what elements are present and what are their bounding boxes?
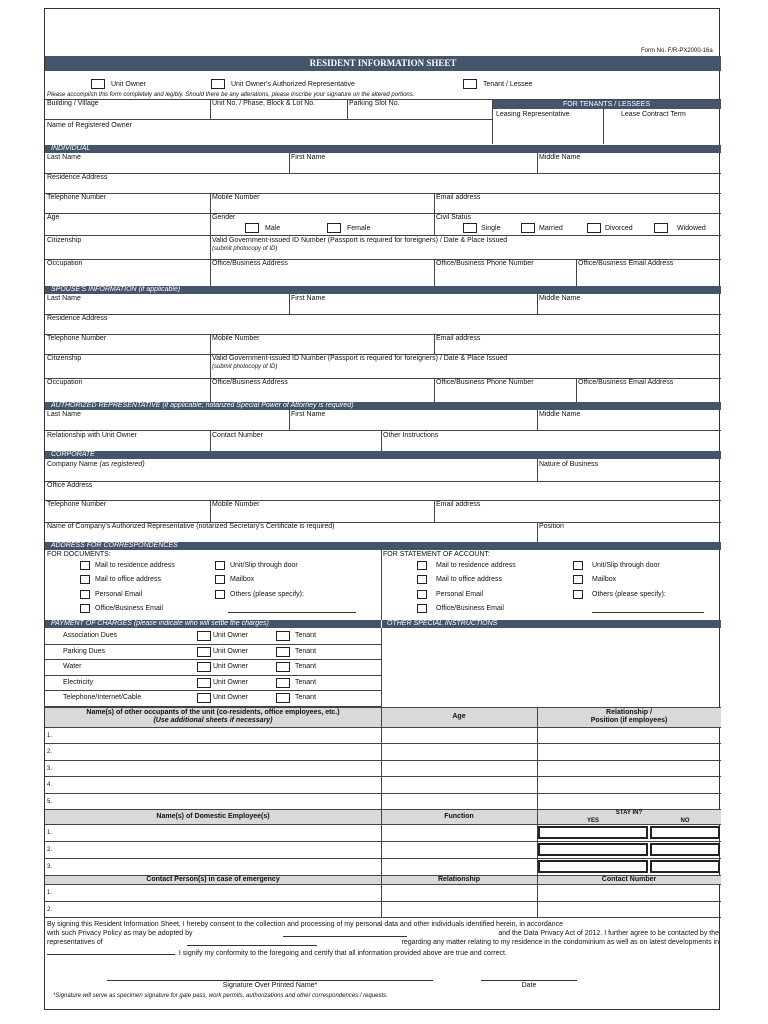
spouse-last-name: Last Name — [47, 295, 81, 302]
single-label: Single — [481, 225, 501, 232]
charge-tenant-checkbox[interactable] — [276, 662, 290, 672]
authorized-rep-checkbox[interactable] — [211, 79, 225, 89]
form-number: Form No. F/R-PX2000-16a — [641, 48, 713, 54]
spouse-photocopy-note: (submit photocopy of ID) — [212, 364, 278, 370]
docs-mailbox-checkbox[interactable] — [215, 575, 225, 584]
company-blank-2[interactable] — [187, 939, 317, 946]
resident-information-sheet — [44, 8, 720, 1010]
charge-item-label: Parking Dues — [63, 647, 106, 655]
charge-tenant-label: Tenant — [295, 632, 317, 639]
tenants-header: FOR TENANTS / LESSEES — [492, 100, 721, 109]
occupants-rel-subheader: Position (if employees) — [590, 717, 668, 724]
occupant-row-line — [45, 743, 721, 744]
soa-mail-residence-label: Mail to residence address — [436, 562, 516, 569]
married-label: Married — [539, 225, 563, 232]
instructions-text: Please accomplish this form completely and legibly. Should there be any alterations, please inscribe your signature on the altered portions. — [47, 92, 415, 98]
signature-label: Signature Over Printed Name* — [222, 982, 318, 989]
widowed-checkbox[interactable] — [654, 223, 668, 233]
charge-unit-owner-label: Unit Owner — [213, 632, 249, 639]
consent-line-2: with such Privacy Policy as may be adopted by and the Data Privacy Act of 2012. I further agree to be contacted by the — [47, 930, 719, 937]
charge-unit-owner-label: Unit Owner — [213, 663, 249, 671]
single-checkbox[interactable] — [463, 223, 477, 233]
charge-tenant-checkbox[interactable] — [276, 693, 290, 703]
stay-in-no-box[interactable] — [650, 843, 720, 856]
authrep-header: AUTHORIZED REPRESENTATIVE (if applicable; notarized Special Power of Attorney is required) — [45, 402, 721, 410]
docs-mail-residence-label: Mail to residence address — [95, 562, 175, 569]
company-blank-3[interactable] — [47, 948, 175, 955]
soa-personal-email-label: Personal Email — [436, 591, 484, 598]
widowed-label: Widowed — [677, 225, 706, 232]
company-blank-1[interactable] — [283, 930, 407, 937]
soa-unit-slip-label: Unit/Slip through door — [592, 562, 660, 569]
female-checkbox[interactable] — [327, 223, 341, 233]
emergency-row-line — [45, 884, 721, 885]
occupant-row-line — [45, 776, 721, 777]
charge-unit-owner-checkbox[interactable] — [197, 678, 211, 688]
spouse-email: Email address — [436, 335, 481, 342]
domestic-row-line — [45, 841, 721, 842]
soa-label: FOR STATEMENT OF ACCOUNT: — [383, 551, 490, 558]
spouse-office-address: Office/Business Address — [212, 379, 288, 386]
occupant-row-line — [45, 727, 721, 728]
married-checkbox[interactable] — [521, 223, 535, 233]
charge-tenant-checkbox[interactable] — [276, 678, 290, 688]
docs-unit-slip-checkbox[interactable] — [215, 561, 225, 570]
consent-line-1: By signing this Resident Information Sheet, I hereby consent to the collection and processing of my personal data and other individuals identified herein, in accordance — [47, 921, 563, 928]
soa-others-label: Others (please specify): — [592, 591, 666, 598]
individual-valid-id: Valid Government-issued ID Number (Passport is required for foreigners) / Date & Place Issued — [212, 237, 508, 244]
female-label: Female — [347, 225, 371, 232]
spouse-middle-name: Middle Name — [539, 295, 581, 302]
charge-tenant-checkbox[interactable] — [276, 631, 290, 641]
individual-occupation: Occupation — [47, 260, 83, 267]
charge-unit-owner-label: Unit Owner — [213, 678, 249, 686]
corporate-telephone: Telephone Number — [47, 501, 107, 508]
emergency-contact-header: Contact Number — [601, 876, 657, 883]
occupants-subheader: (Use additional sheets if necessary) — [153, 717, 273, 724]
unit-owner-label: Unit Owner — [111, 81, 147, 88]
company-auth-rep: Name of Company's Authorized Representative (notarized Secretary's Certificate is required) — [47, 523, 335, 530]
occupant-row-number: 3. — [47, 765, 53, 772]
individual-age: Age — [47, 214, 60, 221]
charge-unit-owner-label: Unit Owner — [213, 694, 249, 702]
charge-tenant-label: Tenant — [295, 663, 317, 671]
corporate-office-address: Office Address — [47, 482, 93, 489]
consent-line-4: . I signify my conformity to the foregoing and certify that all information provided above are true and correct. — [47, 948, 507, 958]
individual-office-address: Office/Business Address — [212, 260, 288, 267]
docs-unit-slip-label: Unit/Slip through door — [230, 562, 298, 569]
unit-owner-checkbox[interactable] — [91, 79, 105, 89]
spouse-office-phone: Office/Business Phone Number — [436, 379, 534, 386]
date-line[interactable] — [481, 980, 577, 981]
emergency-row-line — [45, 901, 721, 902]
individual-last-name: Last Name — [47, 154, 81, 161]
occupants-age-header: Age — [452, 713, 466, 720]
domestic-row-number: 3. — [47, 864, 53, 870]
individual-mobile: Mobile Number — [212, 194, 260, 201]
date-label: Date — [521, 982, 537, 989]
company-position: Position — [539, 523, 564, 530]
occupant-row-number: 4. — [47, 782, 53, 789]
spouse-valid-id: Valid Government-issued ID Number (Passport is required for foreigners) / Date & Place Issued — [212, 355, 508, 362]
divorced-checkbox[interactable] — [587, 223, 601, 233]
form-title: RESIDENT INFORMATION SHEET — [309, 58, 457, 68]
occupants-header: Name(s) of other occupants of the unit (co-residents, office employees, etc.) — [86, 709, 340, 716]
docs-personal-email-checkbox[interactable] — [80, 590, 90, 599]
soa-others-line[interactable] — [592, 612, 704, 613]
charge-tenant-label: Tenant — [295, 647, 317, 655]
stay-in-yes-box[interactable] — [538, 826, 648, 839]
charge-unit-owner-checkbox[interactable] — [197, 662, 211, 672]
leasing-rep-label: Leasing Representative — [496, 111, 570, 118]
tenant-label: Tenant / Lessee — [483, 81, 533, 88]
docs-mail-office-label: Mail to office address — [95, 576, 162, 583]
stay-in-no-box[interactable] — [650, 860, 720, 873]
authrep-other-instructions: Other Instructions — [383, 432, 439, 439]
occupant-row-line — [45, 793, 721, 794]
stay-in-no-header: NO — [680, 818, 690, 824]
corporate-header: CORPORATE — [45, 451, 721, 459]
charge-unit-owner-checkbox[interactable] — [197, 631, 211, 641]
corporate-email: Email address — [436, 501, 481, 508]
corporate-mobile: Mobile Number — [212, 501, 260, 508]
docs-others-label: Others (please specify): — [230, 591, 304, 598]
individual-email: Email address — [436, 194, 481, 201]
domestic-row-line — [45, 824, 721, 825]
spouse-first-name: First Name — [291, 295, 326, 302]
lease-term-label: Lease Contract Term — [621, 111, 686, 118]
charge-tenant-label: Tenant — [295, 694, 317, 702]
docs-label: FOR DOCUMENTS: — [47, 551, 111, 558]
individual-header: INDIVIDUAL — [45, 145, 721, 153]
individual-photocopy-note: (submit photocopy of ID) — [212, 246, 278, 252]
spouse-residence: Residence Address — [47, 315, 108, 322]
stay-in-yes-box[interactable] — [538, 843, 648, 856]
spouse-office-email: Office/Business Email Address — [578, 379, 674, 386]
emergency-relationship-header: Relationship — [437, 876, 480, 883]
consent-line-3: representatives of regarding any matter relating to my residence in the condominium as well as on latest developments in — [47, 939, 719, 946]
registered-owner-label: Name of Registered Owner — [47, 122, 132, 129]
authrep-contact: Contact Number — [212, 432, 263, 439]
spouse-telephone: Telephone Number — [47, 335, 107, 342]
soa-mailbox-label: Mailbox — [592, 576, 617, 583]
docs-office-email-label: Office/Business Email — [95, 605, 163, 612]
charge-tenant-checkbox[interactable] — [276, 647, 290, 657]
docs-others-checkbox[interactable] — [215, 590, 225, 599]
individual-office-email: Office/Business Email Address — [578, 260, 674, 267]
company-name-label: Company Name (as registered) — [47, 461, 145, 468]
male-checkbox[interactable] — [245, 223, 259, 233]
spouse-header: SPOUSE'S INFORMATION (if applicable) — [45, 286, 721, 294]
occupant-row-number: 5. — [47, 798, 53, 805]
stay-in-yes-header: YES — [586, 818, 599, 824]
signature-note: *Signature will serve as specimen signature for gate pass, work permits, authorizations and other correspondences / requests. — [53, 993, 388, 999]
correspondence-header: ADDRESS FOR CORRESPONDENCES — [45, 542, 721, 550]
individual-first-name: First Name — [291, 154, 326, 161]
charge-item-label: Association Dues — [63, 632, 118, 639]
individual-telephone: Telephone Number — [47, 194, 107, 201]
unit-no-label: Unit No. / Phase, Block & Lot No. — [212, 100, 316, 107]
spouse-mobile: Mobile Number — [212, 335, 260, 342]
individual-middle-name: Middle Name — [539, 154, 581, 161]
emergency-header: Contact Person(s) in case of emergency — [146, 876, 280, 883]
stay-in-header: STAY IN? — [615, 810, 643, 816]
stay-in-no-box[interactable] — [650, 826, 720, 839]
charge-unit-owner-checkbox[interactable] — [197, 693, 211, 703]
emergency-row-number: 1. — [47, 890, 53, 896]
soa-mail-residence-checkbox[interactable] — [417, 561, 427, 570]
emergency-row-number: 2. — [47, 906, 53, 913]
soa-mail-office-checkbox[interactable] — [417, 575, 427, 584]
docs-mailbox-label: Mailbox — [230, 576, 255, 583]
docs-others-line[interactable] — [228, 612, 356, 613]
occupants-rel-header: Relationship / — [606, 709, 652, 716]
spouse-occupation: Occupation — [47, 379, 83, 386]
occupant-row-number: 2. — [47, 749, 53, 756]
domestic-header: Name(s) of Domestic Employee(s) — [156, 813, 270, 820]
domestic-row-number: 1. — [47, 830, 53, 836]
soa-office-email-label: Office/Business Email — [436, 605, 504, 612]
charge-unit-owner-checkbox[interactable] — [197, 647, 211, 657]
tenant-checkbox[interactable] — [463, 79, 477, 89]
soa-mailbox-checkbox[interactable] — [573, 575, 583, 584]
other-instructions-header: OTHER SPECIAL INSTRUCTIONS — [387, 620, 498, 627]
signature-line[interactable] — [107, 980, 433, 981]
occupant-row-number: 1. — [47, 733, 53, 739]
building-label: Building / Village — [47, 100, 99, 107]
authrep-relationship: Relationship with Unit Owner — [47, 432, 137, 439]
spouse-citizenship: Citizenship — [47, 355, 82, 362]
divorced-label: Divorced — [605, 225, 633, 232]
individual-citizenship: Citizenship — [47, 237, 82, 244]
male-label: Male — [265, 225, 281, 232]
authrep-first-name: First Name — [291, 411, 326, 418]
authrep-middle-name: Middle Name — [539, 411, 581, 418]
charge-item-label: Telephone/Internet/Cable — [63, 694, 142, 702]
individual-gender: Gender — [212, 214, 236, 221]
soa-unit-slip-checkbox[interactable] — [573, 561, 583, 570]
domestic-function-header: Function — [444, 813, 474, 820]
authorized-rep-label: Unit Owner's Authorized Representative — [231, 81, 355, 88]
docs-personal-email-label: Personal Email — [95, 591, 143, 598]
individual-office-phone: Office/Business Phone Number — [436, 260, 534, 267]
docs-mail-residence-checkbox[interactable] — [80, 561, 90, 570]
individual-residence: Residence Address — [47, 174, 108, 181]
charge-item-label: Electricity — [63, 678, 93, 686]
title-bar — [45, 56, 721, 71]
soa-office-email-checkbox[interactable] — [417, 604, 427, 613]
docs-mail-office-checkbox[interactable] — [80, 575, 90, 584]
parking-label: Parking Slot No. — [349, 100, 400, 107]
authrep-last-name: Last Name — [47, 411, 81, 418]
soa-personal-email-checkbox[interactable] — [417, 590, 427, 599]
soa-others-checkbox[interactable] — [573, 590, 583, 599]
occupant-row-line — [45, 760, 721, 761]
charge-item-label: Water — [63, 663, 82, 671]
docs-office-email-checkbox[interactable] — [80, 604, 90, 613]
domestic-row-line — [45, 858, 721, 859]
nature-of-business: Nature of Business — [539, 461, 599, 468]
stay-in-yes-box[interactable] — [538, 860, 648, 873]
charge-tenant-label: Tenant — [295, 678, 317, 686]
soa-mail-office-label: Mail to office address — [436, 576, 503, 583]
civil-status-label: Civil Status — [436, 214, 472, 221]
charge-unit-owner-label: Unit Owner — [213, 647, 249, 655]
domestic-row-number: 2. — [47, 847, 53, 853]
charges-header: PAYMENT OF CHARGES (please indicate who will settle the charges) OTHER SPECIAL INSTRUCTIONS — [45, 620, 721, 628]
